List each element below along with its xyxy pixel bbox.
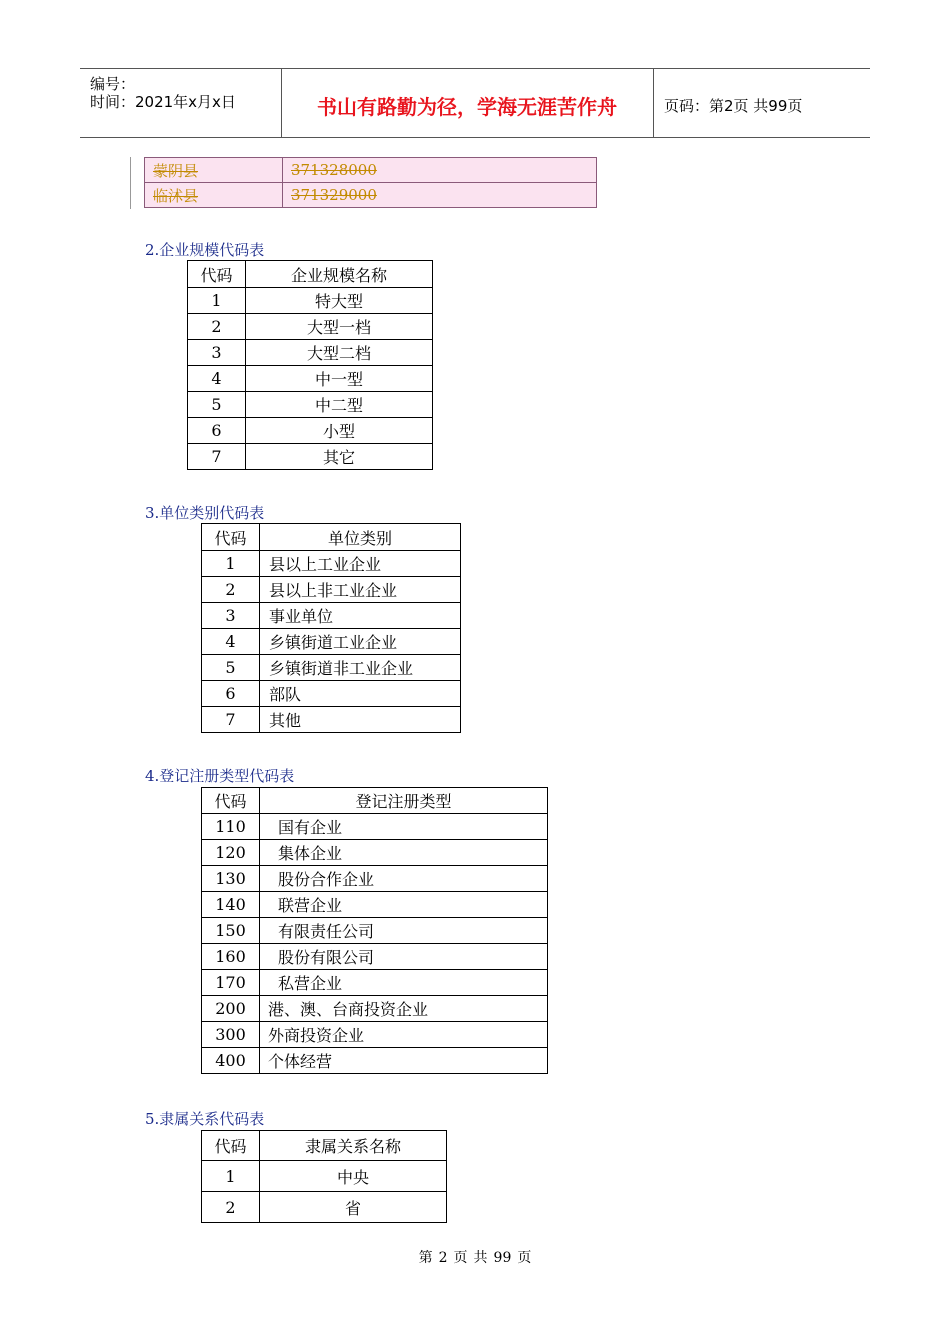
county-code: 371329000 bbox=[283, 183, 597, 208]
code-cell: 4 bbox=[188, 366, 246, 392]
table-row bbox=[202, 970, 548, 996]
code-cell: 1 bbox=[202, 551, 260, 577]
name-cell: 外商投资企业 bbox=[260, 1022, 548, 1048]
table-header-row bbox=[202, 788, 548, 814]
header-code: 代码 bbox=[202, 524, 260, 551]
table-row bbox=[202, 1022, 548, 1048]
name-cell: 联营企业 bbox=[260, 892, 548, 918]
name-cell: 大型一档 bbox=[246, 314, 433, 340]
county-name: 蒙阴县 bbox=[145, 158, 283, 183]
section-title-registration-type: 4.登记注册类型代码表 bbox=[145, 767, 295, 785]
code-cell: 170 bbox=[202, 970, 260, 996]
code-cell: 120 bbox=[202, 840, 260, 866]
header-motto-cell bbox=[281, 69, 654, 137]
header-code: 代码 bbox=[188, 261, 246, 288]
code-cell: 130 bbox=[202, 866, 260, 892]
county-code: 371328000 bbox=[283, 158, 597, 183]
name-cell: 有限责任公司 bbox=[260, 918, 548, 944]
section-title-scale: 2.企业规模代码表 bbox=[145, 241, 265, 259]
name-cell: 个体经营 bbox=[260, 1048, 548, 1074]
name-cell: 大型二档 bbox=[246, 340, 433, 366]
code-cell: 150 bbox=[202, 918, 260, 944]
code-cell: 5 bbox=[188, 392, 246, 418]
table-row bbox=[188, 366, 433, 392]
page-footer bbox=[0, 1247, 950, 1267]
table-row bbox=[188, 314, 433, 340]
table-row bbox=[202, 603, 461, 629]
code-cell: 200 bbox=[202, 996, 260, 1022]
footer-text: 共 bbox=[473, 1250, 488, 1266]
code-cell: 2 bbox=[202, 1192, 260, 1223]
header-name: 隶属关系名称 bbox=[260, 1131, 447, 1161]
affiliation-table bbox=[201, 1130, 447, 1223]
code-cell: 1 bbox=[188, 288, 246, 314]
table-row bbox=[202, 681, 461, 707]
table-row bbox=[202, 707, 461, 733]
name-cell: 中二型 bbox=[246, 392, 433, 418]
motto: 书山有路勤为径，学海无涯苦作舟 bbox=[317, 95, 617, 119]
registration-type-table bbox=[201, 787, 548, 1074]
code-cell: 140 bbox=[202, 892, 260, 918]
name-cell: 港、澳、台商投资企业 bbox=[260, 996, 548, 1022]
footer-text: 页 bbox=[453, 1250, 468, 1266]
unit-type-table bbox=[201, 523, 461, 733]
footer-text: 页 bbox=[517, 1250, 532, 1266]
table-row bbox=[145, 183, 597, 208]
code-cell: 7 bbox=[202, 707, 260, 733]
name-cell: 省 bbox=[260, 1192, 447, 1223]
name-cell: 小型 bbox=[246, 418, 433, 444]
table-row bbox=[202, 892, 548, 918]
name-cell: 县以上工业企业 bbox=[260, 551, 461, 577]
footer-total-pages: 99 bbox=[493, 1250, 512, 1266]
code-cell: 2 bbox=[188, 314, 246, 340]
table-row bbox=[188, 444, 433, 470]
enterprise-scale-table bbox=[187, 260, 433, 470]
table-row bbox=[202, 944, 548, 970]
code-cell: 110 bbox=[202, 814, 260, 840]
name-cell: 特大型 bbox=[246, 288, 433, 314]
header-code: 代码 bbox=[202, 788, 260, 814]
header-page-cell bbox=[654, 69, 870, 137]
name-cell: 国有企业 bbox=[260, 814, 548, 840]
table-row bbox=[202, 551, 461, 577]
table-header-row bbox=[202, 524, 461, 551]
section-title-affiliation: 5.隶属关系代码表 bbox=[145, 1110, 265, 1128]
name-cell: 股份有限公司 bbox=[260, 944, 548, 970]
section-title-unit-type: 3.单位类别代码表 bbox=[145, 504, 265, 522]
code-cell: 7 bbox=[188, 444, 246, 470]
table-row bbox=[188, 418, 433, 444]
code-cell: 3 bbox=[188, 340, 246, 366]
table-row bbox=[202, 1048, 548, 1074]
footer-page-number: 2 bbox=[438, 1250, 448, 1266]
name-cell: 其它 bbox=[246, 444, 433, 470]
name-cell: 股份合作企业 bbox=[260, 866, 548, 892]
table-row bbox=[202, 840, 548, 866]
table-row bbox=[202, 577, 461, 603]
header-name: 登记注册类型 bbox=[260, 788, 548, 814]
code-cell: 400 bbox=[202, 1048, 260, 1074]
table-row bbox=[202, 996, 548, 1022]
header-meta bbox=[80, 69, 282, 137]
code-cell: 5 bbox=[202, 655, 260, 681]
code-cell: 4 bbox=[202, 629, 260, 655]
table-row bbox=[188, 340, 433, 366]
name-cell: 中一型 bbox=[246, 366, 433, 392]
county-table-continuation bbox=[144, 157, 597, 208]
code-cell: 2 bbox=[202, 577, 260, 603]
code-cell: 6 bbox=[188, 418, 246, 444]
name-cell: 其他 bbox=[260, 707, 461, 733]
table-row bbox=[202, 655, 461, 681]
table-row bbox=[202, 1161, 447, 1192]
page-label: 页码：第2页 共99页 bbox=[664, 97, 803, 115]
table-row bbox=[145, 158, 597, 183]
table-row bbox=[202, 814, 548, 840]
county-name: 临沭县 bbox=[145, 183, 283, 208]
page-header bbox=[80, 68, 870, 138]
header-name: 企业规模名称 bbox=[246, 261, 433, 288]
code-cell: 160 bbox=[202, 944, 260, 970]
name-cell: 部队 bbox=[260, 681, 461, 707]
name-cell: 集体企业 bbox=[260, 840, 548, 866]
change-bar bbox=[130, 157, 131, 209]
table-row bbox=[202, 1192, 447, 1223]
name-cell: 事业单位 bbox=[260, 603, 461, 629]
name-cell: 私营企业 bbox=[260, 970, 548, 996]
header-code: 代码 bbox=[202, 1131, 260, 1161]
name-cell: 乡镇街道非工业企业 bbox=[260, 655, 461, 681]
table-header-row bbox=[202, 1131, 447, 1161]
code-cell: 3 bbox=[202, 603, 260, 629]
code-cell: 6 bbox=[202, 681, 260, 707]
table-row bbox=[202, 918, 548, 944]
table-row bbox=[188, 288, 433, 314]
header-name: 单位类别 bbox=[260, 524, 461, 551]
name-cell: 县以上非工业企业 bbox=[260, 577, 461, 603]
code-label: 编号： bbox=[90, 75, 136, 93]
footer-text: 第 bbox=[418, 1250, 433, 1266]
code-cell: 300 bbox=[202, 1022, 260, 1048]
name-cell: 乡镇街道工业企业 bbox=[260, 629, 461, 655]
table-row bbox=[188, 392, 433, 418]
table-row bbox=[202, 866, 548, 892]
time-label: 时间：2021年x月x日 bbox=[90, 93, 236, 111]
table-header-row bbox=[188, 261, 433, 288]
table-row bbox=[202, 629, 461, 655]
code-cell: 1 bbox=[202, 1161, 260, 1192]
name-cell: 中央 bbox=[260, 1161, 447, 1192]
